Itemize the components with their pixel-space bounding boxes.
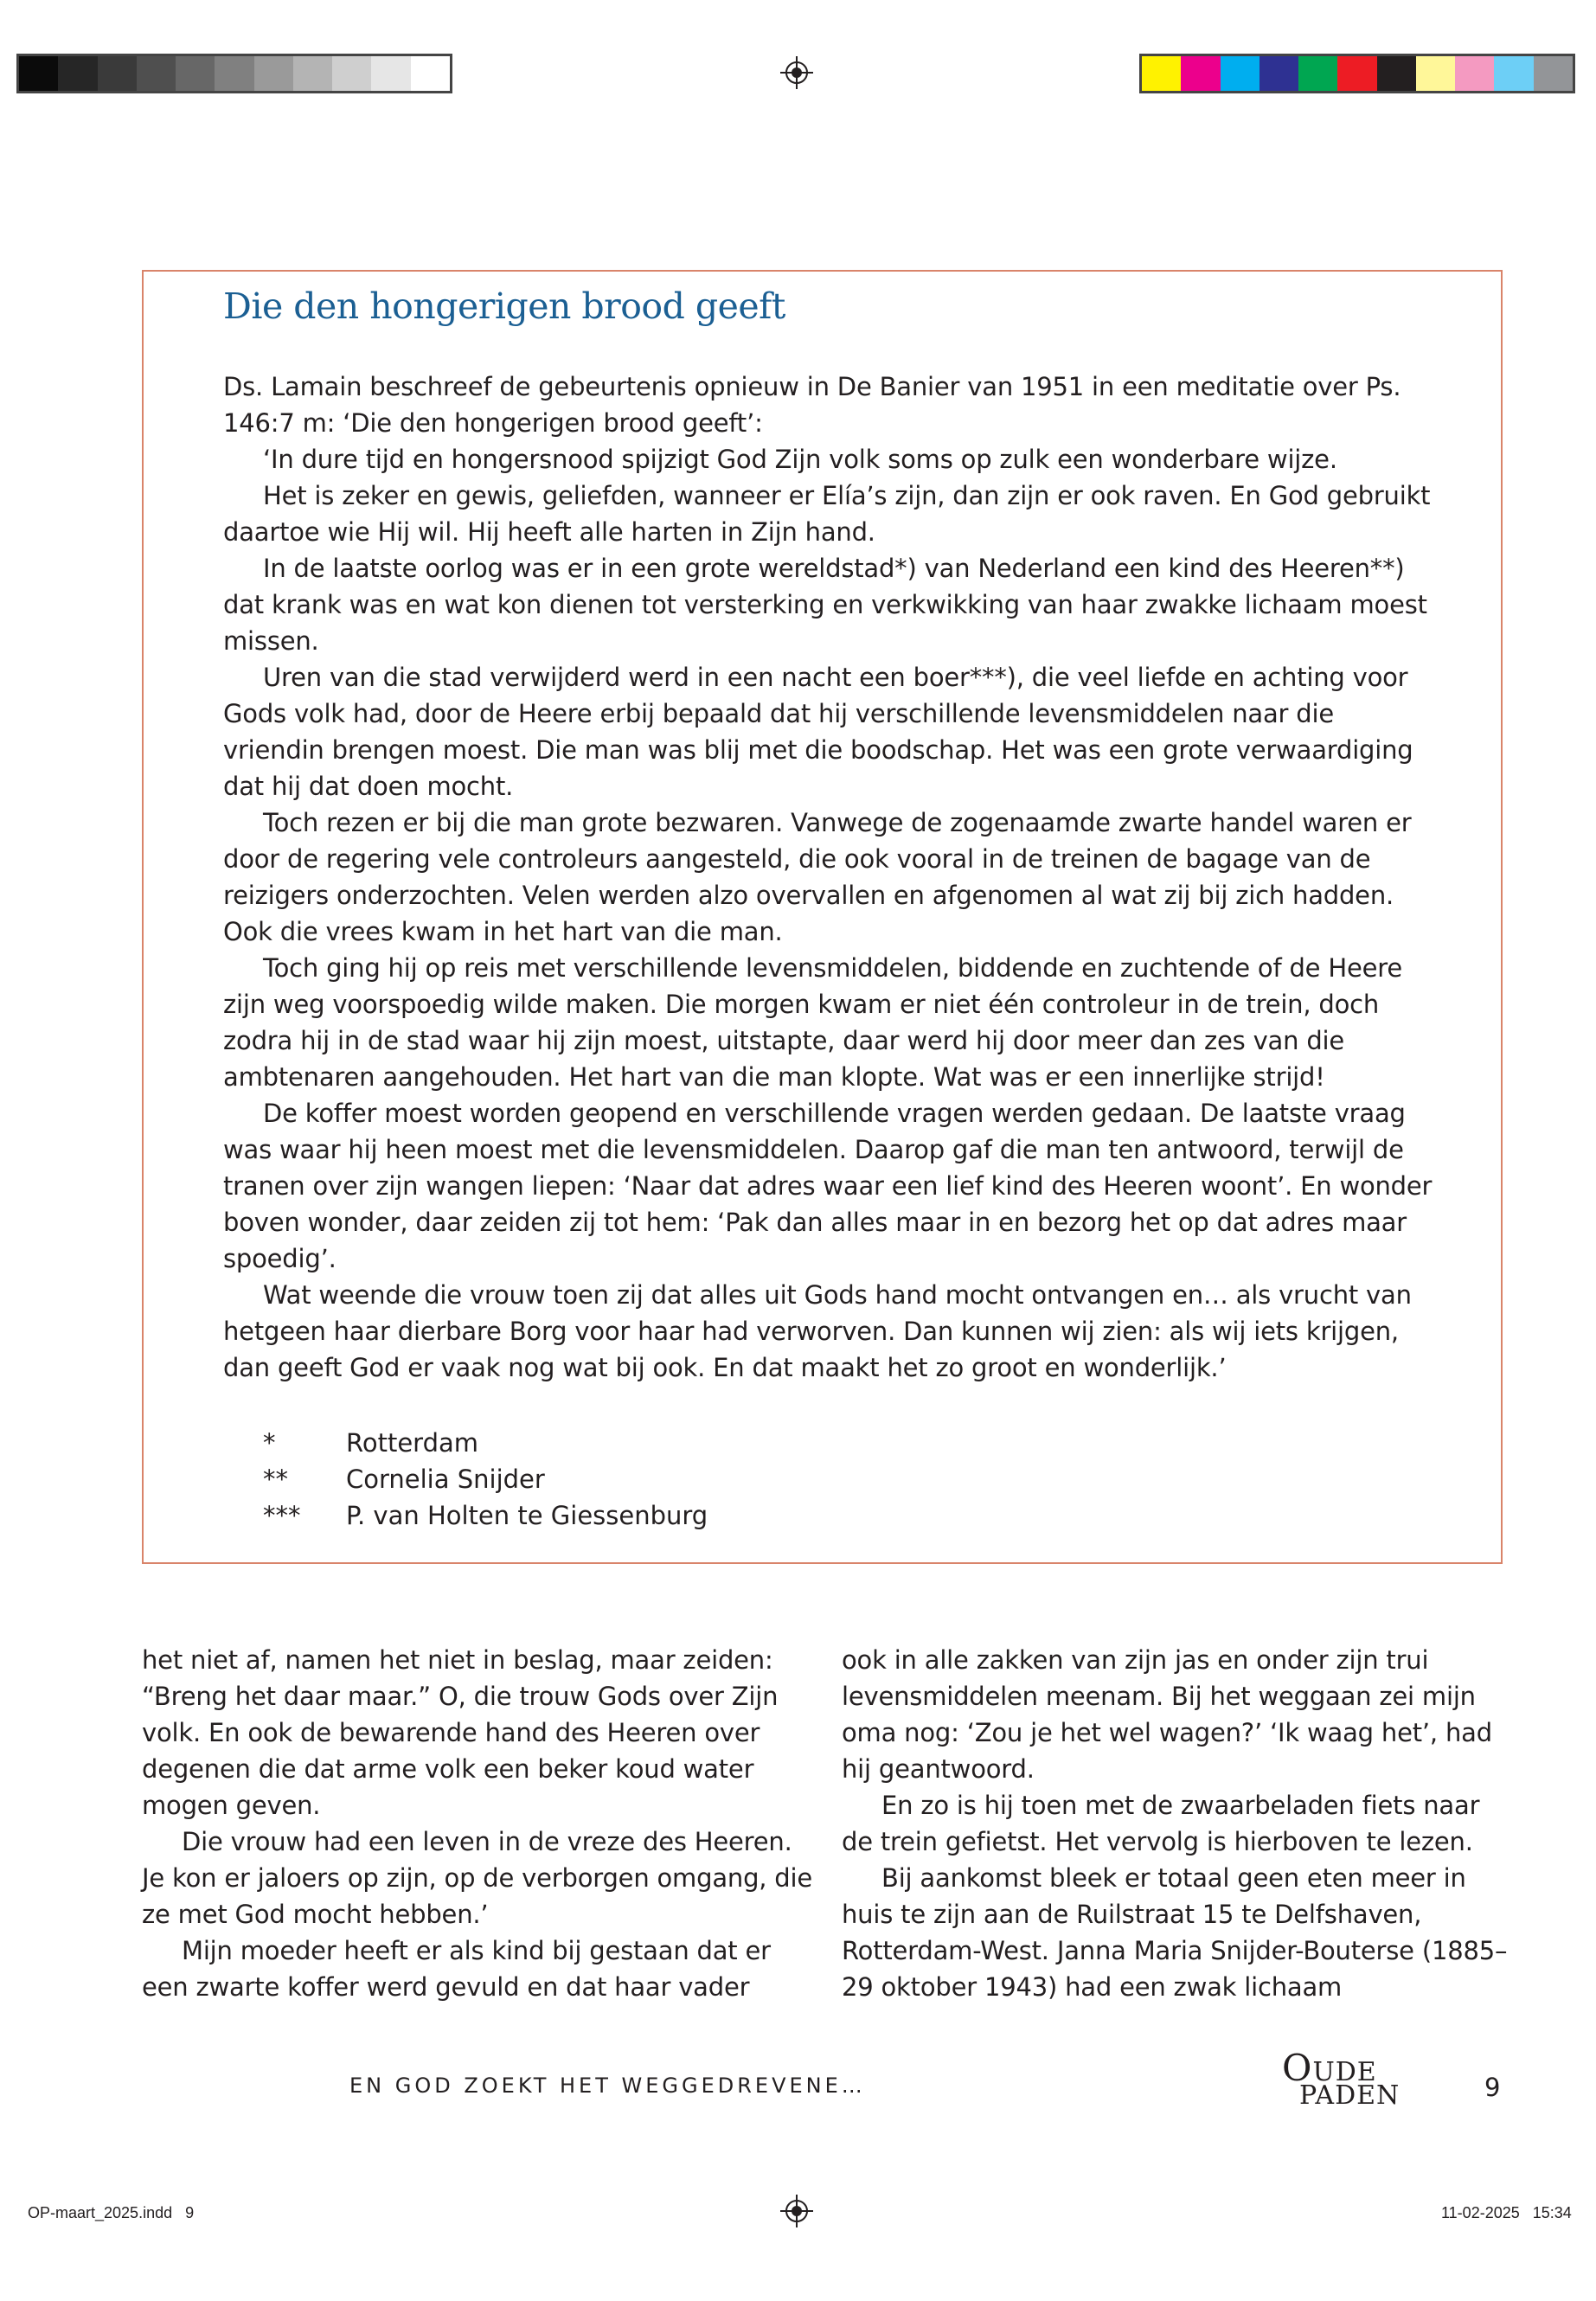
column-right — [842, 1642, 1516, 2005]
paragraph: Die vrouw had een leven in de vreze des Heeren. Je kon er jaloers op zijn, op de verborgen omgang, die ze met God mocht hebben.’ — [142, 1827, 813, 1929]
page-number: 9 — [1484, 2073, 1501, 2102]
color-swatch — [254, 56, 293, 91]
footnote-text: P. van Holten te Giessenburg — [346, 1501, 708, 1530]
paragraph: Toch ging hij op reis met verschillende levensmiddelen, biddende en zuchtende of de Heere zijn weg voorspoedig wilde maken. Die morgen kwam er niet één controleur in de trein, doch zodra hij in de stad waar hij zijn moest, uitstapte, daar werd hij door meer dan zes van die ambtenaren aangehouden. Het hart van die man klopte. Wat was er een innerlijke strijd! — [223, 953, 1402, 1092]
registration-mark-icon — [780, 56, 813, 89]
color-swatch — [371, 56, 410, 91]
color-swatch — [176, 56, 215, 91]
process-color-bar — [1139, 54, 1575, 93]
paragraph: Bij aankomst bleek er totaal geen eten meer in huis te zijn aan de Ruilstraat 15 te Delfshaven, Rotterdam-West. Janna Maria Snijder-Bouterse (1885–29 oktober 1943) had een zwak lichaam — [842, 1863, 1508, 2002]
paragraph: Het is zeker en gewis, geliefden, wanneer er Elía’s zijn, dan zijn er ook raven. En God gebruikt daartoe wie Hij wil. Hij heeft alle harten in Zijn hand. — [223, 481, 1431, 547]
column-left — [142, 1642, 817, 2005]
color-swatch — [1534, 56, 1573, 91]
logo-line1-rest: UDE — [1312, 2057, 1377, 2087]
color-swatch — [58, 56, 97, 91]
footnote-text: Cornelia Snijder — [346, 1465, 545, 1494]
oude-paden-logo — [1282, 2047, 1429, 2111]
footnote — [263, 1461, 708, 1497]
registration-mark-icon — [780, 2195, 813, 2227]
slug-timestamp: 11-02-2025 15:34 — [1441, 2204, 1572, 2221]
paragraph: Ds. Lamain beschreef de gebeurtenis opnieuw in De Banier van 1951 in een meditatie over Ps. 146:7 m: ‘Die den hongerigen brood geeft’: — [223, 372, 1401, 438]
slug-filename: OP-maart_2025.indd 9 — [28, 2204, 195, 2221]
paragraph: De koffer moest worden geopend en verschillende vragen werden gedaan. De laatste vraag was waar hij heen moest met die levensmiddelen. Daarop gaf die man ten antwoord, terwijl de tranen over zijn wangen liepen: ‘Naar dat adres waar een lief kind des Heeren woont’. En wonder boven wonder, daar zeiden zij tot hem: ‘Pak dan alles maar in en bezorg het op dat adres maar spoedig’. — [223, 1099, 1433, 1273]
footnote-marker: * — [263, 1428, 276, 1458]
paragraph: Toch rezen er bij die man grote bezwaren. Vanwege de zogenaamde zwarte handel waren er door de regering vele controleurs aangesteld, die ook vooral in de treinen de bagage van de reizigers onderzochten. Velen werden alzo overvallen en afgenomen al wat zij bij zich hadden. Ook die vrees kwam in het hart van die man. — [223, 808, 1412, 946]
color-swatch — [137, 56, 176, 91]
paragraph: het niet af, namen het niet in beslag, maar zeiden: “Breng het daar maar.” O, die trouw Gods over Zijn volk. En ook de bewarende hand des Heeren over degenen die dat arme volk een beker koud water mogen geven. — [142, 1645, 779, 1820]
paragraph: Uren van die stad verwijderd werd in een nacht een boer***), die veel liefde en achting voor Gods volk had, door de Heere erbij bepaald dat hij verschillende levensmiddelen naar die vriendin brengen moest. Die man was blij met die boodschap. Het was een grote verwaardiging dat hij dat doen mocht. — [223, 663, 1413, 801]
footnote-marker: *** — [263, 1501, 301, 1530]
paragraph: En zo is hij toen met de zwaarbeladen fiets naar de trein gefietst. Het vervolg is hierboven te lezen. — [842, 1791, 1480, 1856]
color-swatch — [1221, 56, 1259, 91]
logo-initial: O — [1282, 2047, 1313, 2089]
grayscale-color-bar — [16, 54, 452, 93]
color-swatch — [1337, 56, 1376, 91]
color-swatch — [1416, 56, 1455, 91]
color-swatch — [1494, 56, 1533, 91]
paragraph: ook in alle zakken van zijn jas en onder zijn trui levensmiddelen meenam. Bij het weggaan zei mijn oma nog: ‘Zou je het wel wagen?’ ‘Ik waag het’, had hij geantwoord. — [842, 1645, 1492, 1784]
color-swatch — [1455, 56, 1494, 91]
footnote-text: Rotterdam — [346, 1428, 479, 1458]
color-swatch — [215, 56, 253, 91]
box-body — [223, 369, 1434, 1386]
footnotes — [263, 1425, 708, 1534]
color-swatch — [19, 56, 58, 91]
paragraph: Mijn moeder heeft er als kind bij gestaan dat er een zwarte koffer werd gevuld en dat haar vader — [142, 1936, 771, 2002]
paragraph: Wat weende die vrouw toen zij dat alles uit Gods hand mocht ontvangen en… als vrucht van hetgeen haar dierbare Borg voor haar had verworven. Dan kunnen wij zien: als wij iets krijgen, dan geeft God er vaak nog wat bij ook. En dat maakt het zo groot en wonderlijk.’ — [223, 1280, 1412, 1382]
logo-line2: PADEN — [1299, 2080, 1401, 2111]
color-swatch — [98, 56, 137, 91]
footnote — [263, 1425, 708, 1461]
color-swatch — [1259, 56, 1298, 91]
paragraph: In de laatste oorlog was er in een grote wereldstad*) van Nederland een kind des Heeren**) dat krank was en wat kon dienen tot versterking en verkwikking van haar zwakke lichaam moest missen. — [223, 554, 1427, 656]
color-swatch — [411, 56, 450, 91]
color-swatch — [1142, 56, 1181, 91]
footnote — [263, 1497, 708, 1534]
color-swatch — [332, 56, 371, 91]
color-swatch — [293, 56, 332, 91]
footnote-marker: ** — [263, 1465, 288, 1494]
color-swatch — [1377, 56, 1416, 91]
paragraph: ‘In dure tijd en hongersnood spijzigt God Zijn volk soms op zulk een wonderbare wijze. — [263, 445, 1337, 474]
running-title: EN GOD ZOEKT HET WEGGEDREVENE… — [349, 2073, 866, 2098]
color-swatch — [1298, 56, 1337, 91]
color-swatch — [1181, 56, 1220, 91]
box-title: Die den hongerigen brood geeft — [223, 285, 785, 327]
